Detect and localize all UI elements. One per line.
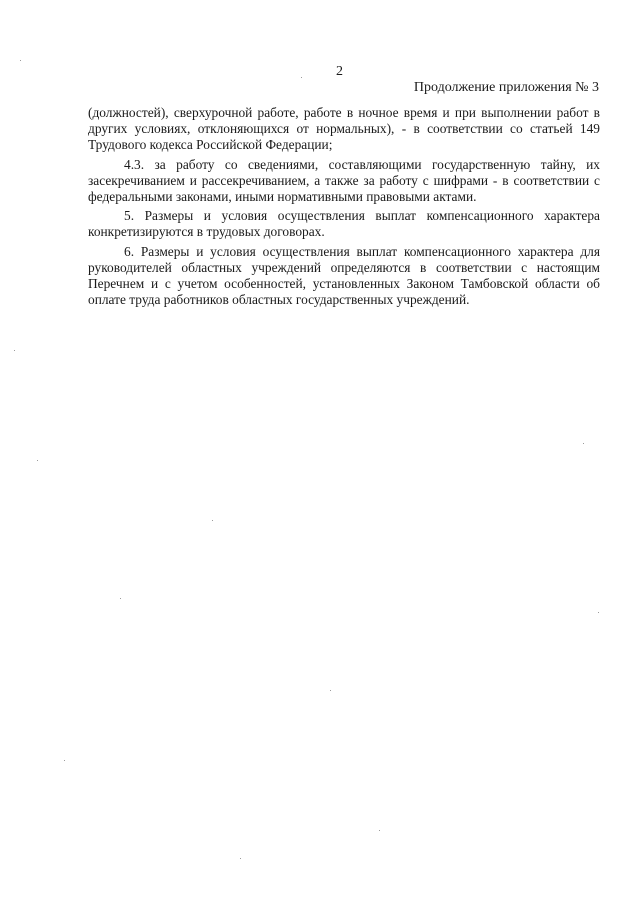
scan-speck xyxy=(301,77,302,78)
paragraph-5: 5. Размеры и условия осуществления выплат компенсационного характера конкретизируются в трудовых договорах. xyxy=(88,208,600,240)
paragraph-continued: (должностей), сверхурочной работе, работе в ночное время и при выполнении работ в других условиях, отклоняющихся от нормальных), - в соответствии со статьей 149 Трудового кодекса Российской Федерации; xyxy=(88,105,600,153)
scan-speck xyxy=(240,858,241,859)
scan-speck xyxy=(64,760,65,761)
scan-speck xyxy=(583,443,584,444)
appendix-continuation-header: Продолжение приложения № 3 xyxy=(413,80,599,95)
scan-speck xyxy=(598,612,599,613)
scan-speck xyxy=(379,830,380,831)
page-number: 2 xyxy=(336,64,343,79)
scan-speck xyxy=(330,690,331,691)
scan-speck xyxy=(37,460,38,461)
scan-speck xyxy=(212,520,213,521)
scan-speck xyxy=(14,350,15,351)
scan-speck xyxy=(120,598,121,599)
paragraph-6: 6. Размеры и условия осуществления выплат компенсационного характера для руководителей областных учреждений определяются в соответствии с настоящим Перечнем и с учетом особенностей, установленных Законом Тамбовской области об оплате труда работников областных государственных учреждений. xyxy=(88,243,600,308)
document-body xyxy=(88,105,600,308)
scan-speck xyxy=(20,60,21,61)
paragraph-4-3: 4.3. за работу со сведениями, составляющими государственную тайну, их засекречиванием и рассекречиванием, а также за работу с шифрами - в соответствии с федеральными законами, иными нормативными правовыми актами. xyxy=(88,156,600,205)
